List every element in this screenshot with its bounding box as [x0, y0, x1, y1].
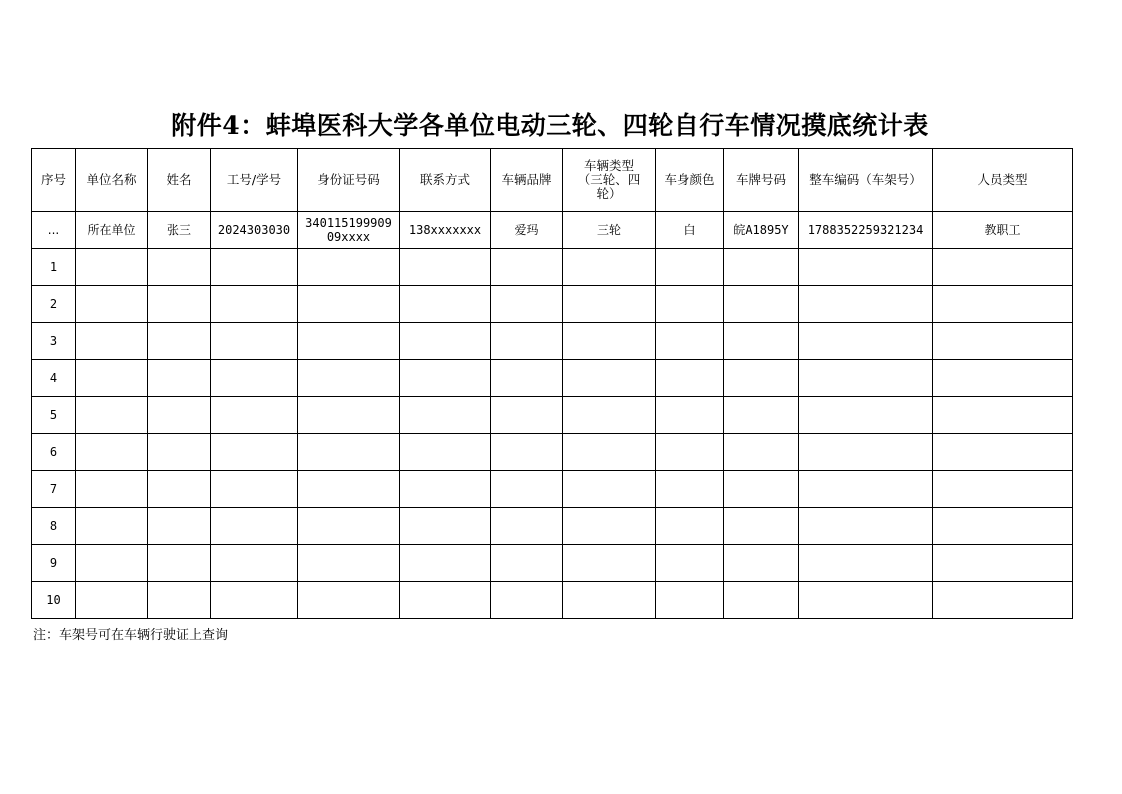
cell[interactable]	[400, 508, 491, 545]
row-number: 5	[32, 397, 76, 434]
cell[interactable]	[491, 508, 563, 545]
example-brand: 爱玛	[491, 212, 563, 249]
cell[interactable]	[211, 582, 298, 619]
cell[interactable]	[76, 323, 148, 360]
cell[interactable]	[656, 508, 724, 545]
cell[interactable]	[933, 582, 1073, 619]
header-contact: 联系方式	[400, 149, 491, 212]
cell[interactable]	[76, 286, 148, 323]
example-color: 白	[656, 212, 724, 249]
cell[interactable]	[400, 286, 491, 323]
cell[interactable]	[563, 508, 656, 545]
cell[interactable]	[491, 434, 563, 471]
cell[interactable]	[76, 545, 148, 582]
cell[interactable]	[148, 471, 211, 508]
row-number: 2	[32, 286, 76, 323]
table-row	[32, 582, 1073, 619]
cell[interactable]	[491, 397, 563, 434]
cell[interactable]	[724, 249, 799, 286]
cell[interactable]	[400, 582, 491, 619]
cell[interactable]	[76, 249, 148, 286]
table-row	[32, 323, 1073, 360]
cell[interactable]	[400, 471, 491, 508]
example-name: 张三	[148, 212, 211, 249]
header-serial: 序号	[32, 149, 76, 212]
cell[interactable]	[211, 360, 298, 397]
header-person-type: 人员类型	[933, 149, 1073, 212]
cell[interactable]	[298, 471, 400, 508]
example-row	[32, 212, 1073, 249]
header-unit-name: 单位名称	[76, 149, 148, 212]
cell[interactable]	[298, 582, 400, 619]
cell[interactable]	[400, 397, 491, 434]
cell[interactable]	[298, 360, 400, 397]
cell[interactable]	[724, 508, 799, 545]
example-staff-id: 2024303030	[211, 212, 298, 249]
cell[interactable]	[563, 360, 656, 397]
cell[interactable]	[211, 471, 298, 508]
cell[interactable]	[148, 434, 211, 471]
cell[interactable]	[400, 360, 491, 397]
cell[interactable]	[799, 360, 933, 397]
header-name: 姓名	[148, 149, 211, 212]
cell[interactable]	[799, 471, 933, 508]
header-id-card: 身份证号码	[298, 149, 400, 212]
row-number: 9	[32, 545, 76, 582]
cell[interactable]	[400, 249, 491, 286]
cell[interactable]	[211, 508, 298, 545]
cell[interactable]	[933, 249, 1073, 286]
cell[interactable]	[76, 434, 148, 471]
cell[interactable]	[76, 397, 148, 434]
cell[interactable]	[211, 249, 298, 286]
table-row	[32, 249, 1073, 286]
example-vehicle-type: 三轮	[563, 212, 656, 249]
cell[interactable]	[76, 471, 148, 508]
cell[interactable]	[148, 249, 211, 286]
cell[interactable]	[563, 323, 656, 360]
row-number: 6	[32, 434, 76, 471]
cell[interactable]	[298, 508, 400, 545]
cell[interactable]	[400, 434, 491, 471]
cell[interactable]	[656, 360, 724, 397]
table-row	[32, 508, 1073, 545]
cell[interactable]	[298, 545, 400, 582]
example-unit-name: 所在单位	[76, 212, 148, 249]
cell[interactable]	[148, 286, 211, 323]
example-plate: 皖A1895Y	[724, 212, 799, 249]
cell[interactable]	[563, 397, 656, 434]
cell[interactable]	[724, 582, 799, 619]
table-row	[32, 471, 1073, 508]
cell[interactable]	[656, 471, 724, 508]
cell[interactable]	[491, 360, 563, 397]
cell[interactable]	[656, 323, 724, 360]
cell[interactable]	[400, 323, 491, 360]
cell[interactable]	[211, 286, 298, 323]
cell[interactable]	[724, 471, 799, 508]
cell[interactable]	[491, 582, 563, 619]
cell[interactable]	[491, 471, 563, 508]
cell[interactable]	[933, 471, 1073, 508]
cell[interactable]	[724, 397, 799, 434]
cell[interactable]	[148, 582, 211, 619]
cell[interactable]	[211, 323, 298, 360]
cell[interactable]	[933, 434, 1073, 471]
cell[interactable]	[933, 397, 1073, 434]
cell[interactable]	[148, 360, 211, 397]
cell[interactable]	[491, 286, 563, 323]
example-person-type: 教职工	[933, 212, 1073, 249]
cell[interactable]	[933, 323, 1073, 360]
table-row	[32, 286, 1073, 323]
cell[interactable]	[400, 545, 491, 582]
cell[interactable]	[211, 545, 298, 582]
cell[interactable]	[148, 397, 211, 434]
table-row	[32, 397, 1073, 434]
cell[interactable]	[656, 434, 724, 471]
cell[interactable]	[76, 508, 148, 545]
header-staff-student-id: 工号/学号	[211, 149, 298, 212]
cell[interactable]	[491, 545, 563, 582]
header-plate: 车牌号码	[724, 149, 799, 212]
cell[interactable]	[933, 360, 1073, 397]
footnote: 注：车架号可在车辆行驶证上查询	[33, 628, 229, 643]
cell[interactable]	[563, 582, 656, 619]
cell[interactable]	[933, 545, 1073, 582]
document-title: 附件4：蚌埠医科大学各单位电动三轮、四轮自行车情况摸底统计表	[171, 111, 929, 140]
row-number: 1	[32, 249, 76, 286]
cell[interactable]	[799, 249, 933, 286]
cell[interactable]	[491, 323, 563, 360]
cell[interactable]	[211, 434, 298, 471]
cell[interactable]	[724, 434, 799, 471]
cell[interactable]	[799, 323, 933, 360]
cell[interactable]	[563, 434, 656, 471]
example-contact: 138xxxxxxx	[400, 212, 491, 249]
header-vehicle-type: 车辆类型（三轮、四轮）	[563, 149, 656, 212]
cell[interactable]	[799, 434, 933, 471]
cell[interactable]	[563, 286, 656, 323]
cell[interactable]	[724, 286, 799, 323]
cell[interactable]	[148, 545, 211, 582]
cell[interactable]	[799, 397, 933, 434]
table-row	[32, 545, 1073, 582]
cell[interactable]	[799, 286, 933, 323]
header-row	[32, 149, 1073, 212]
cell[interactable]	[656, 286, 724, 323]
cell[interactable]	[298, 397, 400, 434]
example-serial: ...	[32, 212, 76, 249]
cell[interactable]	[724, 360, 799, 397]
cell[interactable]	[656, 397, 724, 434]
header-frame-number: 整车编码（车架号）	[799, 149, 933, 212]
example-id-card: 340115199909 09xxxx	[298, 212, 400, 249]
cell[interactable]	[148, 323, 211, 360]
cell[interactable]	[491, 249, 563, 286]
cell[interactable]	[933, 286, 1073, 323]
example-frame-number: 1788352259321234	[799, 212, 933, 249]
cell[interactable]	[76, 360, 148, 397]
cell[interactable]	[656, 249, 724, 286]
statistics-table	[31, 148, 1073, 619]
cell[interactable]	[724, 545, 799, 582]
cell[interactable]	[656, 582, 724, 619]
table-row	[32, 360, 1073, 397]
cell[interactable]	[76, 582, 148, 619]
cell[interactable]	[933, 508, 1073, 545]
row-number: 7	[32, 471, 76, 508]
cell[interactable]	[724, 323, 799, 360]
cell[interactable]	[563, 471, 656, 508]
cell[interactable]	[799, 582, 933, 619]
row-number: 10	[32, 582, 76, 619]
cell[interactable]	[148, 508, 211, 545]
header-brand: 车辆品牌	[491, 149, 563, 212]
cell[interactable]	[656, 545, 724, 582]
cell[interactable]	[563, 545, 656, 582]
cell[interactable]	[211, 397, 298, 434]
cell[interactable]	[298, 249, 400, 286]
cell[interactable]	[298, 434, 400, 471]
header-color: 车身颜色	[656, 149, 724, 212]
cell[interactable]	[563, 249, 656, 286]
row-number: 4	[32, 360, 76, 397]
table-row	[32, 434, 1073, 471]
row-number: 3	[32, 323, 76, 360]
cell[interactable]	[298, 286, 400, 323]
cell[interactable]	[799, 508, 933, 545]
row-number: 8	[32, 508, 76, 545]
cell[interactable]	[298, 323, 400, 360]
cell[interactable]	[799, 545, 933, 582]
